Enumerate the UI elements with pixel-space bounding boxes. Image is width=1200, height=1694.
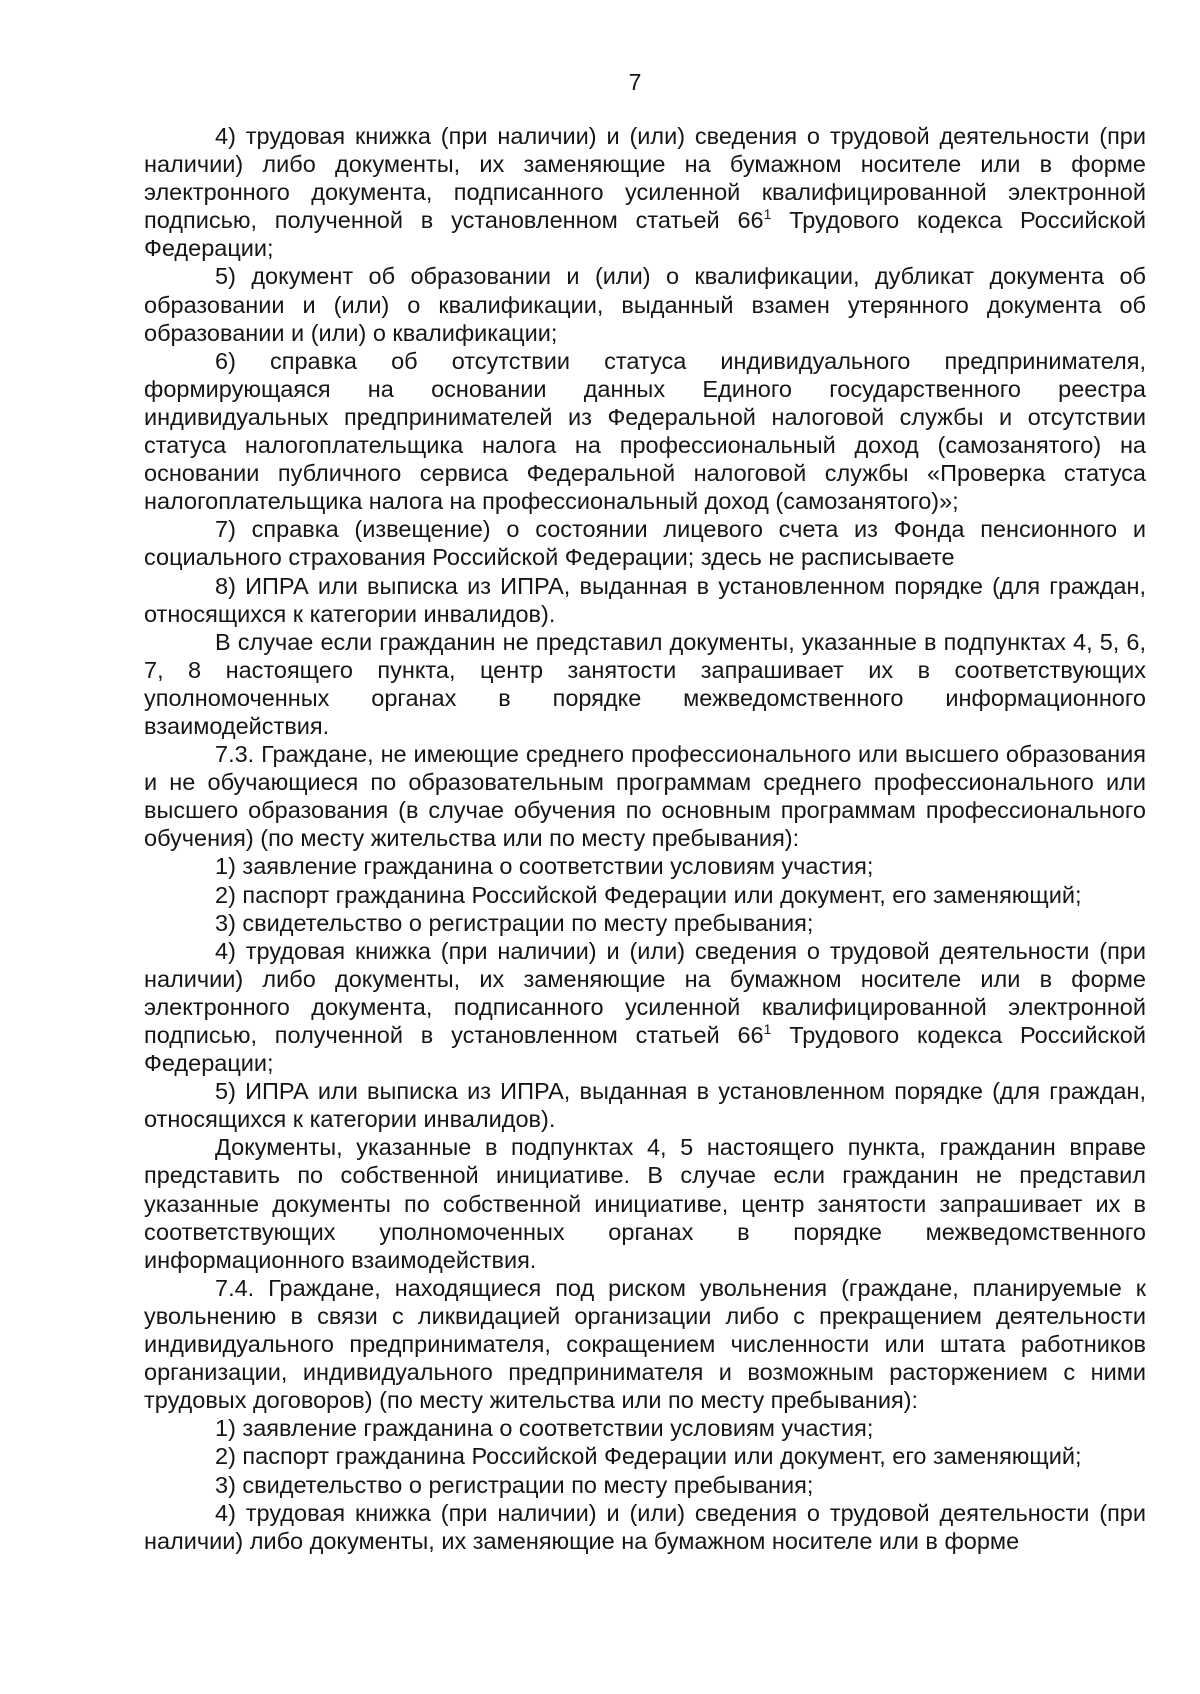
page-number: 7 (628, 69, 642, 95)
paragraph-item-5-ipra: 5) ИПРА или выписка из ИПРА, выданная в установленном порядке (для граждан, относящихся к категории инвалидов). (144, 1078, 1146, 1133)
paragraph-item-4-labor-book-continued: 4) трудовая книжка (при наличии) и (или) сведения о трудовой деятельности (при наличии) либо документы, их заменяющие на бумажном носителе или в форме (144, 1499, 1146, 1554)
paragraph-item-2-passport: 2) паспорт гражданина Российской Федерации или документ, его заменяющий; (215, 881, 1082, 908)
paragraph-item-3-registration: 3) свидетельство о регистрации по месту пребывания; (215, 909, 814, 936)
document-body (144, 122, 1146, 1555)
paragraph-item-3-registration: 3) свидетельство о регистрации по месту пребывания; (215, 1471, 814, 1498)
paragraph-item-5-education-document: 5) документ об образовании и (или) о квалификации, дубликат документа об образовании и (или) о квалификации, выданный взамен утерянного документа об образовании и (или) о квалификации; (144, 263, 1146, 346)
paragraph-item-7-pension-fund: 7) справка (извещение) о состоянии лицевого счета из Фонда пенсионного и социального страхования Российской Федерации; здесь не расписываете (144, 516, 1146, 571)
paragraph-item-1-application: 1) заявление гражданина о соответствии условиям участия; (215, 1415, 874, 1442)
paragraph-interagency-request: В случае если гражданин не представил документы, указанные в подпунктах 4, 5, 6, 7, 8 настоящего пункта, центр занятости запрашивает их в соответствующих уполномоченных органах в порядке межведомственного информационного взаимодействия. (144, 628, 1146, 739)
superscript: 1 (763, 206, 772, 223)
paragraph-section-7-3: 7.3. Граждане, не имеющие среднего профессионального или высшего образования и не обучающиеся по образовательным программам среднего профессионального или высшего образования (в случае обучения по основным программам профессионального обучения) (по месту жительства или по месту пребывания): (144, 741, 1146, 852)
paragraph-section-7-4: 7.4. Граждане, находящиеся под риском увольнения (граждане, планируемые к увольнению в связи с ликвидацией организации либо с прекращением деятельности индивидуального предпринимателя, сокращением численности или штата работников организации, индивидуального предпринимателя и возможным расторжением с ними трудовых договоров) (по месту жительства или по месту пребывания): (144, 1274, 1146, 1414)
paragraph-item-4-labor-book: 4) трудовая книжка (при наличии) и (или) сведения о трудовой деятельности (при наличии) либо документы, их заменяющие на бумажном носителе или в форме электронного документа, подписанного усиленной квалифицированной электронной подписью, полученной в установленном статьей $66^1$ Трудового кодекса Российской Федерации; (144, 123, 1147, 262)
paragraph-own-initiative: Документы, указанные в подпунктах 4, 5 настоящего пункта, гражданин вправе представить по собственной инициативе. В случае если гражданин не представил указанные документы по собственной инициативе, центр занятости запрашивает их в соответствующих уполномоченных органах в порядке межведомственного информационного взаимодействия. (144, 1134, 1146, 1273)
paragraph-item-8-ipra: 8) ИПРА или выписка из ИПРА, выданная в установленном порядке (для граждан, относящихся к категории инвалидов). (144, 572, 1146, 627)
paragraph-item-4-labor-book: 4) трудовая книжка (при наличии) и (или) сведения о трудовой деятельности (при наличии) либо документы, их заменяющие на бумажном носителе или в форме электронного документа, подписанного усиленной квалифицированной электронной подписью, полученной в установленном статьей $66^1$ Трудового кодекса Российской Федерации; (144, 937, 1147, 1077)
paragraph-item-1-application: 1) заявление гражданина о соответствии условиям участия; (215, 853, 874, 880)
paragraph-item-6-entrepreneur-status: 6) справка об отсутствии статуса индивидуального предпринимателя, формирующаяся на основании данных Единого государственного реестра индивидуальных предпринимателей из Федеральной налоговой службы и отсутствии статуса налогоплательщика налога на профессиональный доход (самозанятого) на основании публичного сервиса Федеральной налоговой службы «Проверка статуса налогоплательщика налога на профессиональный доход (самозанятого)»; (144, 347, 1146, 515)
paragraph-item-2-passport: 2) паспорт гражданина Российской Федерации или документ, его заменяющий; (215, 1443, 1082, 1470)
superscript: 1 (763, 1021, 772, 1037)
